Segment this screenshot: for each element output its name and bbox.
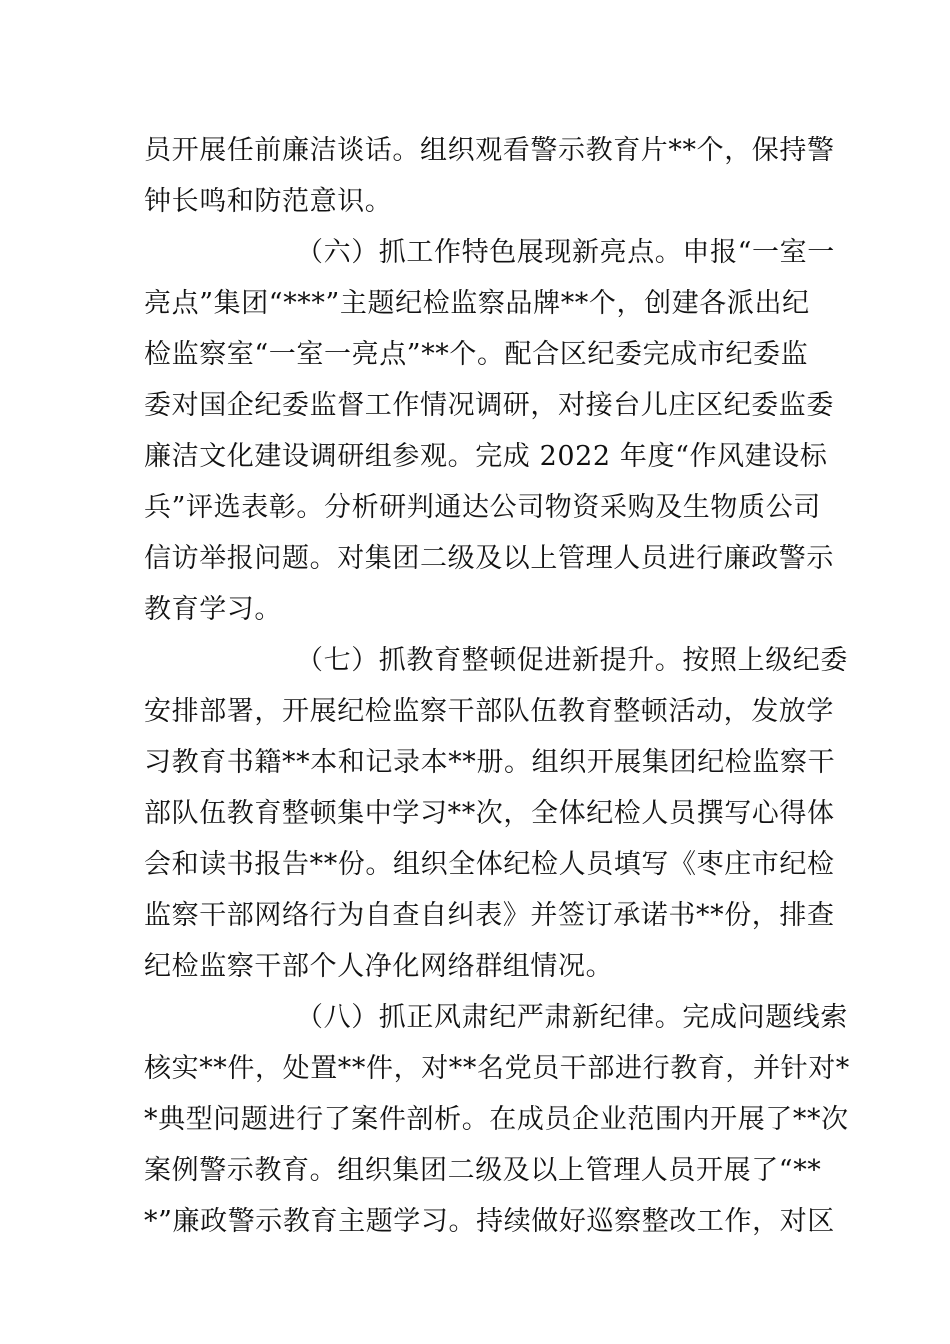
text-line: 纪检监察干部个人净化网络群组情况。 [144, 951, 614, 982]
text-line: 钟长鸣和防范意识。 [144, 186, 393, 217]
text-line: 廉洁文化建设调研组参观。完成 2022 年度“作风建设标 [144, 441, 828, 472]
text-line: 核实**件，处置**件，对**名党员干部进行教育，并针对* [144, 1053, 850, 1084]
text-line: 会和读书报告**份。组织全体纪检人员填写《枣庄市纪检 [144, 849, 835, 880]
text-line: 员开展任前廉洁谈话。组织观看警示教育片**个，保持警 [144, 135, 835, 166]
text-line: 委对国企纪委监督工作情况调研，对接台儿庄区纪委监委 [144, 390, 834, 421]
text-line: 安排部署，开展纪检监察干部队伍教育整顿活动，发放学 [144, 696, 834, 727]
text-line: 部队伍教育整顿集中学习**次，全体纪检人员撰写心得体 [144, 798, 835, 829]
section-heading-6: （六）抓工作特色展现新亮点。申报“一室一 [296, 237, 835, 268]
text-line: 兵”评选表彰。分析研判通达公司物资采购及生物质公司 [144, 492, 821, 523]
text-line: 监察干部网络行为自查自纠表》并签订承诺书**份，排查 [144, 900, 835, 931]
text-line: *典型问题进行了案件剖析。在成员企业范围内开展了**次 [144, 1104, 849, 1135]
text-line: 检监察室“一室一亮点”**个。配合区纪委完成市纪委监 [144, 339, 809, 370]
text-line: 教育学习。 [144, 594, 282, 625]
text-line: 习教育书籍**本和记录本**册。组织开展集团纪检监察干 [144, 747, 836, 778]
text-line: *”廉政警示教育主题学习。持续做好巡察整改工作，对区 [144, 1206, 835, 1237]
text-line: 信访举报问题。对集团二级及以上管理人员进行廉政警示 [144, 543, 834, 574]
section-heading-7: （七）抓教育整顿促进新提升。按照上级纪委 [296, 645, 848, 676]
text-line: 案例警示教育。组织集团二级及以上管理人员开展了“** [144, 1155, 822, 1186]
text-line: 亮点”集团“***”主题纪检监察品牌**个，创建各派出纪 [144, 288, 810, 319]
section-heading-8: （八）抓正风肃纪严肃新纪律。完成问题线索 [296, 1002, 848, 1033]
